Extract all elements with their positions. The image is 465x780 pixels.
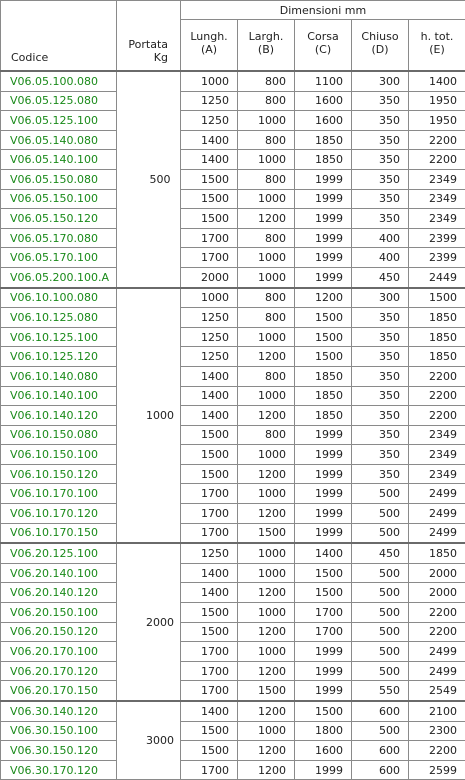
table-row [1, 563, 465, 583]
product-code: V06.10.150.120 [1, 464, 117, 484]
product-code: V06.10.140.100 [1, 386, 117, 406]
corsa-cell: 1999 [295, 642, 352, 662]
chiuso-cell: 600 [352, 701, 409, 721]
larghezza-cell: 800 [238, 91, 295, 111]
corsa-cell: 1999 [295, 484, 352, 504]
chiuso-cell: 500 [352, 603, 409, 623]
altezza-totale-cell: 1400 [409, 71, 465, 91]
portata-value: 1000 [117, 288, 181, 544]
product-code: V06.20.170.100 [1, 642, 117, 662]
larghezza-cell: 1200 [238, 760, 295, 780]
larghezza-cell: 1000 [238, 721, 295, 741]
larghezza-cell: 1200 [238, 209, 295, 229]
larghezza-cell: 1000 [238, 150, 295, 170]
larghezza-cell: 800 [238, 288, 295, 308]
larghezza-cell: 800 [238, 130, 295, 150]
product-code: V06.20.125.100 [1, 543, 117, 563]
chiuso-cell: 500 [352, 504, 409, 524]
larghezza-cell: 1000 [238, 642, 295, 662]
lunghezza-cell: 1500 [181, 209, 238, 229]
table-row [1, 721, 465, 741]
product-code: V06.10.140.120 [1, 406, 117, 426]
header-col-corsa [295, 20, 352, 72]
header-col-name: h. tot. [421, 30, 454, 43]
chiuso-cell: 350 [352, 464, 409, 484]
header-col-sub: (C) [315, 43, 331, 56]
table-row [1, 248, 465, 268]
larghezza-cell: 1200 [238, 741, 295, 761]
altezza-totale-cell: 2399 [409, 248, 465, 268]
corsa-cell: 1999 [295, 209, 352, 229]
altezza-totale-cell: 2499 [409, 523, 465, 543]
corsa-cell: 1500 [295, 308, 352, 328]
altezza-totale-cell: 2349 [409, 445, 465, 465]
corsa-cell: 1850 [295, 406, 352, 426]
corsa-cell: 1400 [295, 543, 352, 563]
table-row [1, 622, 465, 642]
table-row [1, 681, 465, 701]
chiuso-cell: 350 [352, 406, 409, 426]
lunghezza-cell: 1500 [181, 622, 238, 642]
corsa-cell: 1999 [295, 760, 352, 780]
chiuso-cell: 400 [352, 248, 409, 268]
altezza-totale-cell: 2100 [409, 701, 465, 721]
product-code: V06.05.125.100 [1, 111, 117, 131]
table-body [1, 71, 465, 780]
larghezza-cell: 1000 [238, 248, 295, 268]
product-code: V06.10.125.100 [1, 327, 117, 347]
larghezza-cell: 1500 [238, 681, 295, 701]
chiuso-cell: 550 [352, 681, 409, 701]
chiuso-cell: 500 [352, 622, 409, 642]
table-row [1, 445, 465, 465]
chiuso-cell: 500 [352, 661, 409, 681]
product-code: V06.10.170.120 [1, 504, 117, 524]
altezza-totale-cell: 2499 [409, 642, 465, 662]
chiuso-cell: 350 [352, 327, 409, 347]
header-col-altezza-totale [409, 20, 465, 72]
portata-value: 3000 [117, 701, 181, 780]
altezza-totale-cell: 2499 [409, 504, 465, 524]
lunghezza-cell: 1250 [181, 543, 238, 563]
corsa-cell: 1600 [295, 741, 352, 761]
table-row [1, 523, 465, 543]
lunghezza-cell: 1700 [181, 760, 238, 780]
portata-value: 500 [117, 71, 181, 288]
product-code: V06.20.150.120 [1, 622, 117, 642]
chiuso-cell: 600 [352, 760, 409, 780]
lunghezza-cell: 1000 [181, 71, 238, 91]
product-code: V06.20.140.100 [1, 563, 117, 583]
header-col-larghezza [238, 20, 295, 72]
header-col-name: Chiuso [361, 30, 398, 43]
table-row [1, 386, 465, 406]
larghezza-cell: 800 [238, 366, 295, 386]
table-row [1, 583, 465, 603]
lunghezza-cell: 1500 [181, 603, 238, 623]
corsa-cell: 1999 [295, 425, 352, 445]
product-code: V06.10.170.150 [1, 523, 117, 543]
product-code: V06.20.170.120 [1, 661, 117, 681]
product-code: V06.20.140.120 [1, 583, 117, 603]
corsa-cell: 1100 [295, 71, 352, 91]
corsa-cell: 1850 [295, 366, 352, 386]
lunghezza-cell: 1400 [181, 366, 238, 386]
table-row [1, 425, 465, 445]
corsa-cell: 1999 [295, 464, 352, 484]
altezza-totale-cell: 2200 [409, 406, 465, 426]
table-row [1, 347, 465, 367]
table-row [1, 484, 465, 504]
lunghezza-cell: 1700 [181, 661, 238, 681]
lunghezza-cell: 1400 [181, 150, 238, 170]
corsa-cell: 1999 [295, 445, 352, 465]
chiuso-cell: 300 [352, 71, 409, 91]
product-code: V06.05.125.080 [1, 91, 117, 111]
product-code: V06.05.170.100 [1, 248, 117, 268]
lunghezza-cell: 1700 [181, 523, 238, 543]
lunghezza-cell: 1000 [181, 288, 238, 308]
lunghezza-cell: 1700 [181, 681, 238, 701]
altezza-totale-cell: 2000 [409, 583, 465, 603]
altezza-totale-cell: 2349 [409, 209, 465, 229]
product-code: V06.05.150.100 [1, 189, 117, 209]
header-col-name: Lungh. [190, 30, 227, 43]
product-code: V06.10.125.120 [1, 347, 117, 367]
table-row [1, 366, 465, 386]
product-code: V06.10.170.100 [1, 484, 117, 504]
table-row [1, 228, 465, 248]
larghezza-cell: 1200 [238, 661, 295, 681]
corsa-cell: 1700 [295, 622, 352, 642]
corsa-cell: 1999 [295, 661, 352, 681]
larghezza-cell: 1000 [238, 543, 295, 563]
altezza-totale-cell: 2599 [409, 760, 465, 780]
altezza-totale-cell: 1500 [409, 288, 465, 308]
altezza-totale-cell: 2200 [409, 622, 465, 642]
product-code: V06.30.170.120 [1, 760, 117, 780]
corsa-cell: 1999 [295, 189, 352, 209]
altezza-totale-cell: 1850 [409, 347, 465, 367]
corsa-cell: 1500 [295, 563, 352, 583]
chiuso-cell: 350 [352, 347, 409, 367]
corsa-cell: 1999 [295, 267, 352, 287]
chiuso-cell: 350 [352, 445, 409, 465]
corsa-cell: 1999 [295, 681, 352, 701]
larghezza-cell: 1000 [238, 445, 295, 465]
product-code: V06.10.100.080 [1, 288, 117, 308]
chiuso-cell: 500 [352, 523, 409, 543]
larghezza-cell: 1200 [238, 622, 295, 642]
larghezza-cell: 800 [238, 308, 295, 328]
table-row [1, 288, 465, 308]
corsa-cell: 1500 [295, 701, 352, 721]
header-col-sub: (E) [429, 43, 445, 56]
chiuso-cell: 500 [352, 721, 409, 741]
altezza-totale-cell: 2000 [409, 563, 465, 583]
altezza-totale-cell: 1850 [409, 327, 465, 347]
product-code: V06.05.140.080 [1, 130, 117, 150]
lunghezza-cell: 1250 [181, 111, 238, 131]
chiuso-cell: 500 [352, 484, 409, 504]
portata-value: 2000 [117, 543, 181, 701]
chiuso-cell: 500 [352, 583, 409, 603]
table-row [1, 150, 465, 170]
lunghezza-cell: 1250 [181, 327, 238, 347]
chiuso-cell: 350 [352, 169, 409, 189]
lunghezza-cell: 1400 [181, 130, 238, 150]
larghezza-cell: 1000 [238, 386, 295, 406]
altezza-totale-cell: 2300 [409, 721, 465, 741]
table-row [1, 111, 465, 131]
lunghezza-cell: 1700 [181, 228, 238, 248]
product-code: V06.10.150.080 [1, 425, 117, 445]
chiuso-cell: 350 [352, 366, 409, 386]
larghezza-cell: 1200 [238, 464, 295, 484]
lunghezza-cell: 1700 [181, 484, 238, 504]
lunghezza-cell: 1400 [181, 583, 238, 603]
larghezza-cell: 1500 [238, 523, 295, 543]
altezza-totale-cell: 1850 [409, 308, 465, 328]
table-row [1, 543, 465, 563]
product-code: V06.05.200.100.A [1, 267, 117, 287]
header-col-chiuso [352, 20, 409, 72]
product-code: V06.05.170.080 [1, 228, 117, 248]
corsa-cell: 1700 [295, 603, 352, 623]
chiuso-cell: 300 [352, 288, 409, 308]
larghezza-cell: 1000 [238, 111, 295, 131]
header-col-sub: (B) [258, 43, 274, 56]
table-row [1, 504, 465, 524]
larghezza-cell: 1000 [238, 189, 295, 209]
altezza-totale-cell: 2399 [409, 228, 465, 248]
larghezza-cell: 1000 [238, 563, 295, 583]
corsa-cell: 1500 [295, 347, 352, 367]
table-row [1, 741, 465, 761]
altezza-totale-cell: 2200 [409, 741, 465, 761]
chiuso-cell: 350 [352, 308, 409, 328]
corsa-cell: 1850 [295, 130, 352, 150]
altezza-totale-cell: 2499 [409, 661, 465, 681]
larghezza-cell: 800 [238, 71, 295, 91]
product-code: V06.05.150.120 [1, 209, 117, 229]
lunghezza-cell: 1700 [181, 248, 238, 268]
table-row [1, 327, 465, 347]
table-row [1, 603, 465, 623]
lunghezza-cell: 1250 [181, 91, 238, 111]
larghezza-cell: 1200 [238, 406, 295, 426]
table-row [1, 169, 465, 189]
larghezza-cell: 1200 [238, 347, 295, 367]
chiuso-cell: 500 [352, 642, 409, 662]
product-code: V06.30.140.120 [1, 701, 117, 721]
product-code: V06.20.150.100 [1, 603, 117, 623]
table-row [1, 701, 465, 721]
header-portata [117, 1, 181, 72]
product-code: V06.30.150.120 [1, 741, 117, 761]
corsa-cell: 1200 [295, 288, 352, 308]
lunghezza-cell: 1250 [181, 308, 238, 328]
lunghezza-cell: 1250 [181, 347, 238, 367]
lunghezza-cell: 1500 [181, 189, 238, 209]
header-dimensioni: Dimensioni mm [181, 1, 465, 20]
table-row [1, 91, 465, 111]
altezza-totale-cell: 1950 [409, 111, 465, 131]
chiuso-cell: 350 [352, 189, 409, 209]
lunghezza-cell: 1500 [181, 741, 238, 761]
corsa-cell: 1500 [295, 327, 352, 347]
header-col-name: Largh. [249, 30, 284, 43]
altezza-totale-cell: 2349 [409, 189, 465, 209]
larghezza-cell: 1200 [238, 504, 295, 524]
corsa-cell: 1999 [295, 504, 352, 524]
table-row [1, 71, 465, 91]
altezza-totale-cell: 2349 [409, 425, 465, 445]
altezza-totale-cell: 2200 [409, 130, 465, 150]
table-row [1, 661, 465, 681]
chiuso-cell: 450 [352, 543, 409, 563]
table-row [1, 130, 465, 150]
lunghezza-cell: 1400 [181, 563, 238, 583]
lunghezza-cell: 1400 [181, 406, 238, 426]
corsa-cell: 1850 [295, 150, 352, 170]
product-code: V06.05.140.100 [1, 150, 117, 170]
table-row [1, 308, 465, 328]
altezza-totale-cell: 1950 [409, 91, 465, 111]
header-portata-line2: Kg [154, 51, 168, 64]
corsa-cell: 1850 [295, 386, 352, 406]
corsa-cell: 1800 [295, 721, 352, 741]
altezza-totale-cell: 2200 [409, 366, 465, 386]
chiuso-cell: 350 [352, 91, 409, 111]
product-code: V06.10.125.080 [1, 308, 117, 328]
header-codice: Codice [1, 1, 117, 72]
larghezza-cell: 800 [238, 169, 295, 189]
table-row [1, 406, 465, 426]
chiuso-cell: 350 [352, 209, 409, 229]
larghezza-cell: 1200 [238, 701, 295, 721]
chiuso-cell: 350 [352, 111, 409, 131]
chiuso-cell: 450 [352, 267, 409, 287]
corsa-cell: 1600 [295, 91, 352, 111]
chiuso-cell: 500 [352, 563, 409, 583]
altezza-totale-cell: 2349 [409, 169, 465, 189]
lunghezza-cell: 1500 [181, 721, 238, 741]
corsa-cell: 1500 [295, 583, 352, 603]
product-code: V06.05.150.080 [1, 169, 117, 189]
table-row [1, 189, 465, 209]
corsa-cell: 1999 [295, 523, 352, 543]
larghezza-cell: 800 [238, 228, 295, 248]
product-code: V06.10.140.080 [1, 366, 117, 386]
header-col-name: Corsa [307, 30, 338, 43]
corsa-cell: 1999 [295, 169, 352, 189]
altezza-totale-cell: 2200 [409, 150, 465, 170]
chiuso-cell: 350 [352, 150, 409, 170]
chiuso-cell: 350 [352, 425, 409, 445]
altezza-totale-cell: 2200 [409, 386, 465, 406]
larghezza-cell: 1000 [238, 327, 295, 347]
product-code: V06.10.150.100 [1, 445, 117, 465]
lunghezza-cell: 1500 [181, 464, 238, 484]
lunghezza-cell: 1500 [181, 425, 238, 445]
header-portata-line1: Portata [128, 38, 168, 51]
larghezza-cell: 1200 [238, 583, 295, 603]
lunghezza-cell: 2000 [181, 267, 238, 287]
altezza-totale-cell: 2449 [409, 267, 465, 287]
header-col-sub: (D) [371, 43, 388, 56]
product-code: V06.05.100.080 [1, 71, 117, 91]
lunghezza-cell: 1500 [181, 445, 238, 465]
altezza-totale-cell: 1850 [409, 543, 465, 563]
lunghezza-cell: 1700 [181, 504, 238, 524]
altezza-totale-cell: 2499 [409, 484, 465, 504]
chiuso-cell: 400 [352, 228, 409, 248]
chiuso-cell: 600 [352, 741, 409, 761]
corsa-cell: 1999 [295, 248, 352, 268]
larghezza-cell: 800 [238, 425, 295, 445]
altezza-totale-cell: 2349 [409, 464, 465, 484]
altezza-totale-cell: 2200 [409, 603, 465, 623]
table-row [1, 267, 465, 287]
product-code: V06.20.170.150 [1, 681, 117, 701]
lunghezza-cell: 1700 [181, 642, 238, 662]
lunghezza-cell: 1500 [181, 169, 238, 189]
altezza-totale-cell: 2549 [409, 681, 465, 701]
larghezza-cell: 1000 [238, 267, 295, 287]
table-row [1, 464, 465, 484]
larghezza-cell: 1000 [238, 603, 295, 623]
table-row [1, 642, 465, 662]
header-col-lunghezza [181, 20, 238, 72]
chiuso-cell: 350 [352, 130, 409, 150]
lunghezza-cell: 1400 [181, 386, 238, 406]
larghezza-cell: 1000 [238, 484, 295, 504]
corsa-cell: 1600 [295, 111, 352, 131]
header-col-sub: (A) [201, 43, 217, 56]
corsa-cell: 1999 [295, 228, 352, 248]
lunghezza-cell: 1400 [181, 701, 238, 721]
product-code: V06.30.150.100 [1, 721, 117, 741]
chiuso-cell: 350 [352, 386, 409, 406]
table-row [1, 209, 465, 229]
